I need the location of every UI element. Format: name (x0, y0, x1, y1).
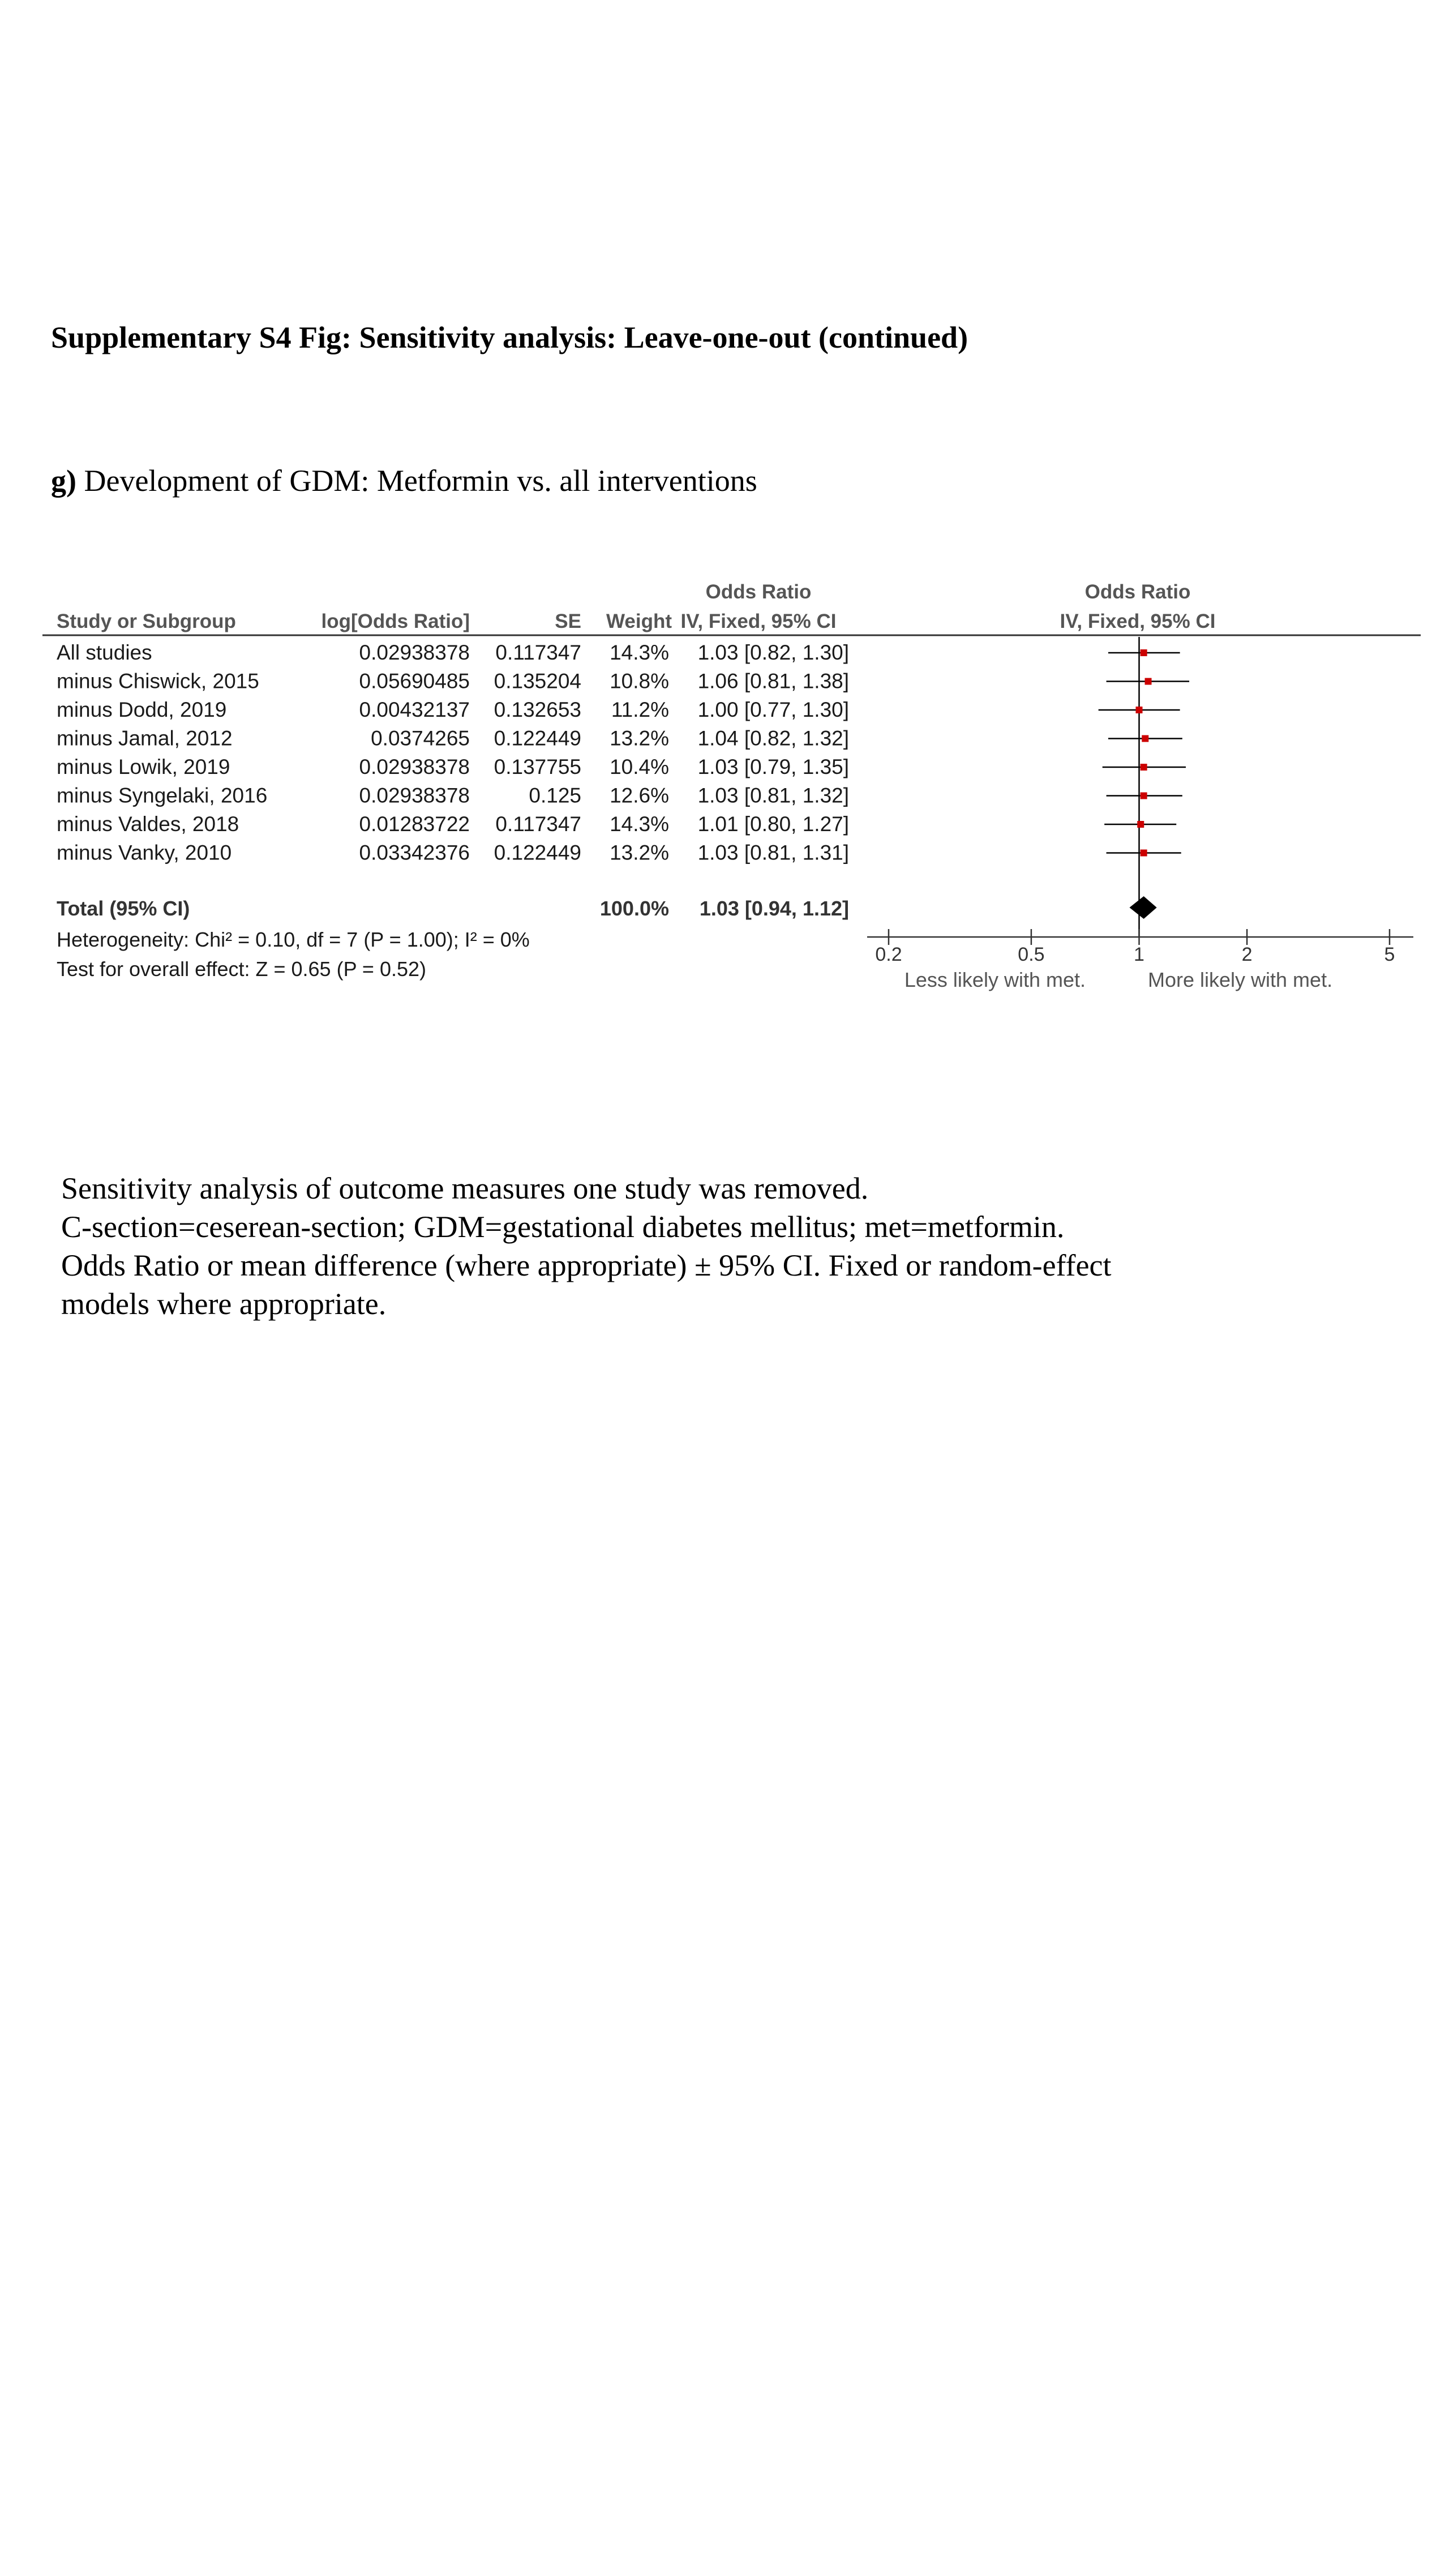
row-or-ci: 1.01 [0.80, 1.27] (697, 812, 849, 836)
total-label: Total (95% CI) (57, 897, 190, 920)
point-estimate-marker (1141, 649, 1147, 656)
row-weight: 11.2% (611, 698, 669, 721)
row-se: 0.122449 (494, 841, 581, 865)
right-favour-label: More likely with met. (1148, 968, 1333, 991)
row-or-ci: 1.03 [0.81, 1.32] (697, 784, 849, 807)
row-study-name: minus Lowik, 2019 (57, 755, 230, 778)
row-se: 0.117347 (495, 812, 581, 836)
overall-effect-text: Test for overall effect: Z = 0.65 (P = 0.52) (57, 957, 427, 981)
point-estimate-marker (1141, 850, 1147, 857)
row-study-name: minus Chiswick, 2015 (57, 669, 259, 693)
row-log-or: 0.02938378 (359, 641, 470, 664)
row-weight: 14.3% (610, 641, 669, 664)
point-estimate-marker (1142, 735, 1148, 742)
heterogeneity-text: Heterogeneity: Chi² = 0.10, df = 7 (P = 1.00); I² = 0% (57, 928, 530, 951)
pooled-estimate-diamond (1129, 896, 1156, 919)
row-or-ci: 1.03 [0.79, 1.35] (697, 755, 849, 778)
row-or-ci: 1.04 [0.82, 1.32] (697, 726, 849, 750)
caption-line: Sensitivity analysis of outcome measures one study was removed. (61, 1171, 869, 1205)
panel-letter: g) (51, 464, 76, 498)
panel-title-text: Development of GDM: Metformin vs. all interventions (84, 464, 757, 498)
header-log-or: log[Odds Ratio] (321, 610, 470, 632)
left-favour-label: Less likely with met. (904, 968, 1086, 991)
row-log-or: 0.00432137 (359, 698, 470, 721)
row-or-ci: 1.03 [0.82, 1.30] (697, 641, 849, 664)
row-or-ci: 1.03 [0.81, 1.31] (697, 841, 849, 865)
header-or-top: Odds Ratio (705, 581, 812, 603)
row-se: 0.122449 (494, 726, 581, 750)
total-weight: 100.0% (599, 897, 669, 920)
x-tick-label: 0.5 (1018, 944, 1045, 965)
x-tick-label: 2 (1241, 944, 1253, 965)
row-log-or: 0.05690485 (359, 669, 470, 693)
row-log-or: 0.03342376 (359, 841, 470, 865)
row-study-name: minus Valdes, 2018 (57, 812, 239, 836)
forest-plot-area (1099, 637, 1189, 937)
header-plot-sub: IV, Fixed, 95% CI (1060, 610, 1216, 632)
header-or-sub: IV, Fixed, 95% CI (680, 610, 837, 632)
caption-line: Odds Ratio or mean difference (where appropriate) ± 95% CI. Fixed or random-effect (61, 1248, 1112, 1282)
row-se: 0.137755 (494, 755, 581, 778)
figure-title: Supplementary S4 Fig: Sensitivity analysis: Leave-one-out (continued) (51, 320, 968, 354)
row-log-or: 0.02938378 (359, 755, 470, 778)
point-estimate-marker (1141, 793, 1147, 799)
row-log-or: 0.02938378 (359, 784, 470, 807)
x-tick-label: 5 (1384, 944, 1395, 965)
figure-caption (61, 1169, 1111, 1323)
row-study-name: minus Dodd, 2019 (57, 698, 227, 721)
header-study: Study or Subgroup (57, 610, 236, 632)
row-se: 0.117347 (495, 641, 581, 664)
x-tick-label: 1 (1134, 944, 1144, 965)
row-study-name: minus Jamal, 2012 (57, 726, 233, 750)
x-tick-label: 0.2 (875, 944, 902, 965)
total-or-ci: 1.03 [0.94, 1.12] (699, 897, 849, 920)
row-weight: 14.3% (610, 812, 669, 836)
study-rows (57, 641, 849, 865)
point-estimate-marker (1136, 707, 1143, 713)
row-weight: 10.8% (610, 669, 669, 693)
forest-plot-figure (0, 0, 1449, 1076)
row-study-name: minus Vanky, 2010 (57, 841, 232, 865)
row-study-name: minus Syngelaki, 2016 (57, 784, 268, 807)
forest-plot-axis (867, 929, 1413, 965)
row-or-ci: 1.06 [0.81, 1.38] (697, 669, 849, 693)
row-log-or: 0.01283722 (359, 812, 470, 836)
header-plot-top: Odds Ratio (1084, 581, 1191, 603)
row-se: 0.135204 (494, 669, 581, 693)
row-weight: 13.2% (610, 726, 669, 750)
point-estimate-marker (1137, 821, 1144, 828)
row-or-ci: 1.00 [0.77, 1.30] (697, 698, 849, 721)
row-study-name: All studies (57, 641, 152, 664)
row-log-or: 0.0374265 (371, 726, 470, 750)
header-se: SE (555, 610, 581, 632)
header-weight: Weight (606, 610, 672, 632)
point-estimate-marker (1145, 678, 1152, 685)
point-estimate-marker (1141, 764, 1147, 771)
row-se: 0.132653 (494, 698, 581, 721)
caption-line: models where appropriate. (61, 1287, 387, 1321)
row-se: 0.125 (529, 784, 581, 807)
caption-line: C-section=ceserean-section; GDM=gestational diabetes mellitus; met=metformin. (61, 1210, 1065, 1244)
row-weight: 13.2% (610, 841, 669, 865)
row-weight: 12.6% (610, 784, 669, 807)
row-weight: 10.4% (610, 755, 669, 778)
